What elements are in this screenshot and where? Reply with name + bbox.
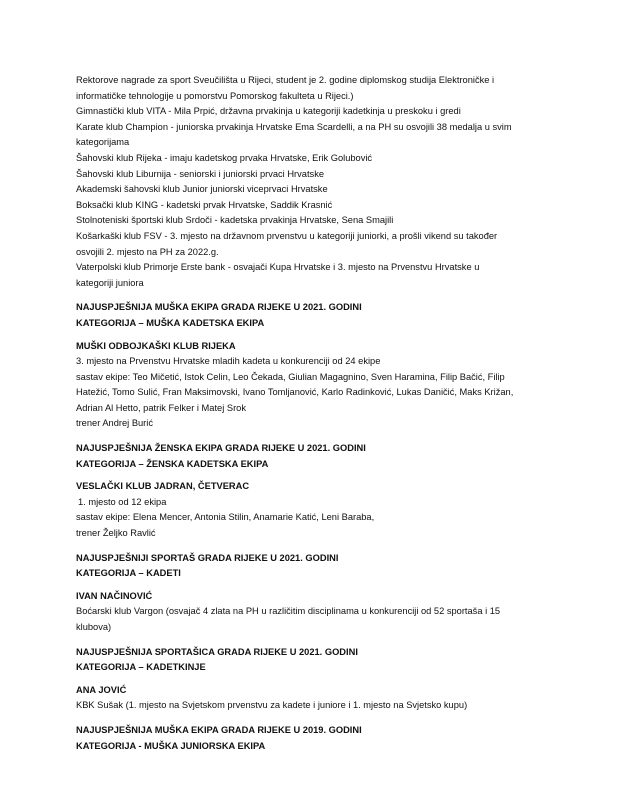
detail-line: trener Andrej Burić: [76, 418, 153, 429]
detail-line: klubova): [76, 622, 112, 632]
section-female-team: [76, 441, 546, 542]
detail-line: 3. mjesto na Prvenstvu Hrvatske mladih kadeta u konkurenciji od 24 ekipe: [76, 356, 381, 367]
intro-line: Boksački klub KING - kadetski prvak Hrvatske, Saddik Krasnić: [76, 199, 333, 210]
intro-line: Vaterpolski klub Primorje Erste bank - osvajači Kupa Hrvatske i 3. mjesto na Prvenstvu Hrvatske u: [76, 262, 480, 273]
detail-line: Boćarski klub Vargon (osvajač 4 zlata na PH u različitim disciplinama u konkurenciji od 52 sportaša i 15: [76, 606, 501, 617]
intro-line: informatičke tehnologije u pomorstvu Pomorskog fakulteta u Rijeci.): [76, 90, 354, 101]
section-male-athlete: [76, 551, 546, 636]
intro-line: Akademski šahovski klub Junior juniorski viceprvaci Hrvatske: [76, 184, 328, 195]
winner-name: VESLAČKI KLUB JADRAN, ČETVERAC: [76, 481, 250, 492]
section-heading: NAJUSPJEŠNIJA MUŠKA EKIPA GRADA RIJEKE U 2019. GODINI: [76, 724, 362, 735]
winner-name: IVAN NAČINOVIĆ: [76, 590, 153, 601]
section-category: KATEGORIJA – ŽENSKA KADETSKA EKIPA: [76, 458, 269, 469]
intro-line: osvojili 2. mjesto na PH za 2022.g.: [76, 246, 219, 257]
detail-line: KBK Sušak (1. mjesto na Svjetskom prvenstvu za kadete i juniore i 1. mjesto na Svjetsko kupu): [76, 700, 468, 711]
detail-line: Hatežić, Tomo Sulić, Fran Maksimovski, Ivano Tomljanović, Karlo Radinković, Lukas Daničić, Maks Križan,: [76, 387, 514, 398]
intro-line: Šahovski klub Rijeka - imaju kadetskog prvaka Hrvatske, Erik Golubović: [76, 152, 373, 163]
section-junior-team: [76, 723, 546, 754]
section-category: KATEGORIJA - MUŠKA JUNIORSKA EKIPA: [76, 740, 266, 751]
section-category: KATEGORIJA – KADETI: [76, 568, 181, 579]
section-category: KATEGORIJA – MUŠKA KADETSKA EKIPA: [76, 317, 265, 328]
detail-line: sastav ekipe: Elena Mencer, Antonia Stilin, Anamarie Katić, Leni Baraba,: [76, 512, 375, 523]
intro-line: Gimnastički klub VITA - Mila Prpić, državna prvakinja u kategoriji kadetkinja u preskoku i gredi: [76, 106, 461, 117]
intro-line: Košarkaški klub FSV - 3. mjesto na državnom prvenstvu u kategoriji juniorki, a prošli vikend su također: [76, 230, 498, 241]
intro-line: Stolnoteniski športski klub Srdoči - kadetska prvakinja Hrvatske, Sena Smajili: [76, 215, 394, 226]
detail-line: trener Željko Ravlić: [76, 528, 156, 539]
section-female-athlete: [76, 645, 546, 714]
section-category: KATEGORIJA – KADETKINJE: [76, 662, 206, 673]
section-heading: NAJUSPJEŠNIJA SPORTAŠICA GRADA RIJEKE U 2021. GODINI: [76, 646, 358, 657]
detail-line: Adrian Al Hetto, patrik Felker i Matej Srok: [76, 402, 246, 413]
section-heading: NAJUSPJEŠNIJA ŽENSKA EKIPA GRADA RIJEKE U 2021. GODINI: [76, 443, 366, 454]
detail-line: 1. mjesto od 12 ekipa: [78, 496, 167, 507]
intro-block: [76, 73, 546, 291]
intro-line: Šahovski klub Liburnija - seniorski i juniorski prvaci Hrvatske: [76, 168, 325, 179]
intro-line: kategorijama: [76, 137, 130, 148]
section-heading: NAJUSPJEŠNIJI SPORTAŠ GRADA RIJEKE U 2021. GODINI: [76, 552, 339, 563]
intro-line: kategoriji juniora: [76, 277, 144, 288]
winner-name: MUŠKI ODBOJKAŠKI KLUB RIJEKA: [76, 340, 236, 351]
document-body: [76, 73, 546, 754]
winner-name: ANA JOVIĆ: [76, 684, 127, 695]
intro-line: Karate klub Champion - juniorska prvakinja Hrvatske Ema Scardelli, a na PH su osvojili 38 medalja u svim: [76, 121, 512, 132]
detail-line: sastav ekipe: Teo Mičetić, Istok Celin, Leo Čekada, Giulian Magagnino, Sven Haramina, Filip Bačić, Filip: [76, 371, 505, 382]
section-male-team: [76, 300, 546, 432]
section-heading: NAJUSPJEŠNIJA MUŠKA EKIPA GRADA RIJEKE U 2021. GODINI: [76, 302, 362, 313]
intro-line: Rektorove nagrade za sport Sveučilišta u Rijeci, student je 2. godine diplomskog studija Elektroničke i: [76, 75, 495, 85]
